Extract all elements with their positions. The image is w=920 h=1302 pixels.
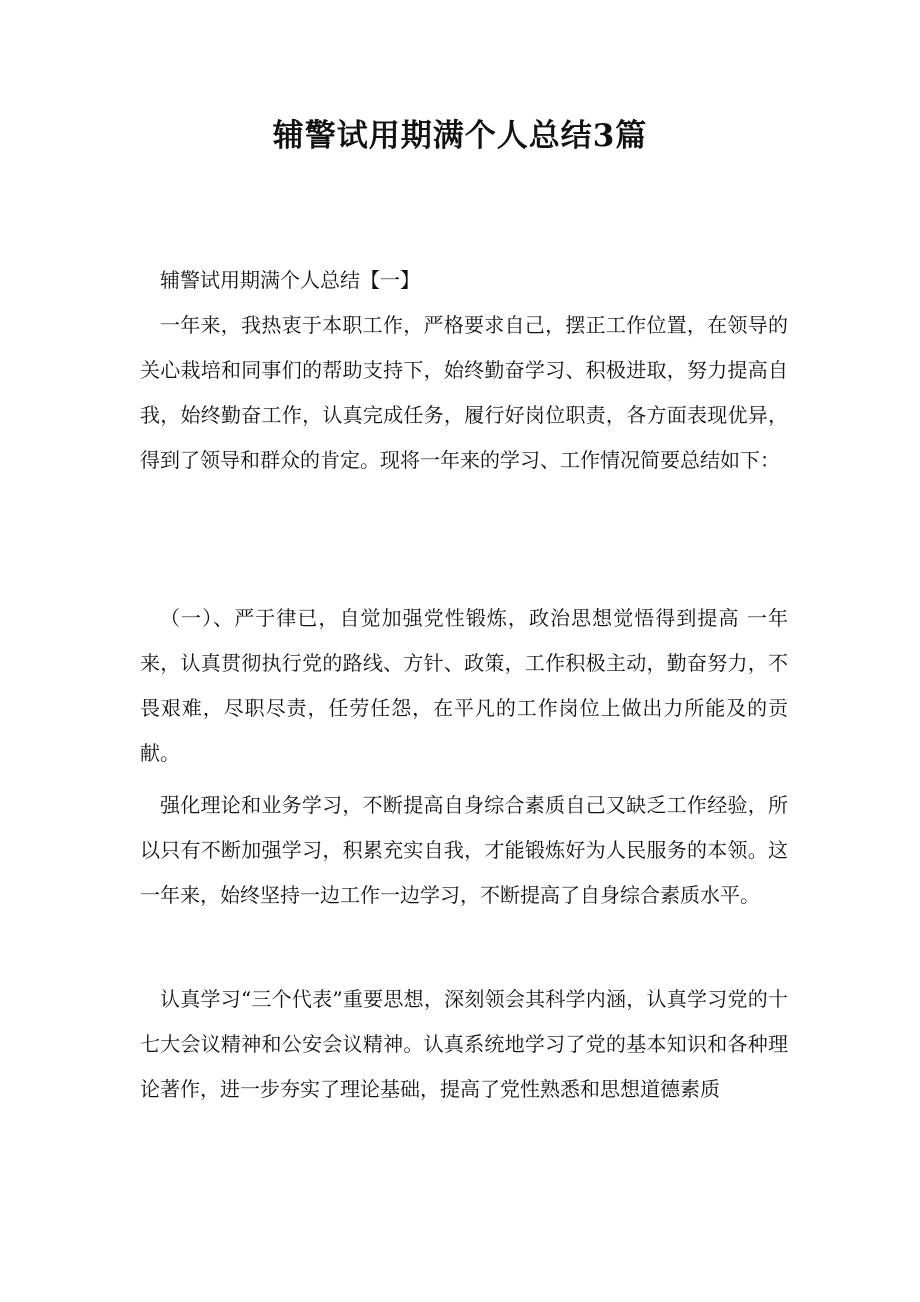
- paragraph-study: 强化理论和业务学习，不断提高自身综合素质自己又缺乏工作经验，所以只有不断加强学习，积累充实自我，才能锻炼好为人民服务的本领。这一年来，始终坚持一边工作一边学习，不断提高了自身综合素质水平。: [140, 793, 788, 907]
- document-title: 辅警试用期满个人总结3篇: [272, 118, 648, 154]
- section-heading: 辅警试用期满个人总结【一】: [160, 268, 420, 292]
- paragraph-political-discipline: （一）、严于律已，自觉加强党性锻炼，政治思想觉悟得到提高 一年来，认真贯彻执行党的路线、方针、政策，工作积极主动，勤奋努力，不畏艰难，尽职尽责，任劳任怨，在平凡的工作岗位上做出力所能及的贡献。: [140, 606, 788, 765]
- paragraph-intro: 一年来，我热衷于本职工作，严格要求自己，摆正工作位置，在领导的关心栽培和同事们的帮助支持下，始终勤奋学习、积极进取，努力提高自我，始终勤奋工作，认真完成任务，履行好岗位职责，各方面表现优异，得到了领导和群众的肯定。现将一年来的学习、工作情况简要总结如下：: [140, 313, 788, 472]
- paragraph-theory: 认真学习“三个代表”重要思想，深刻领会其科学内涵，认真学习党的十七大会议精神和公安会议精神。认真系统地学习了党的基本知识和各种理论著作，进一步夯实了理论基础，提高了党性熟悉和思想道德素质: [140, 987, 788, 1101]
